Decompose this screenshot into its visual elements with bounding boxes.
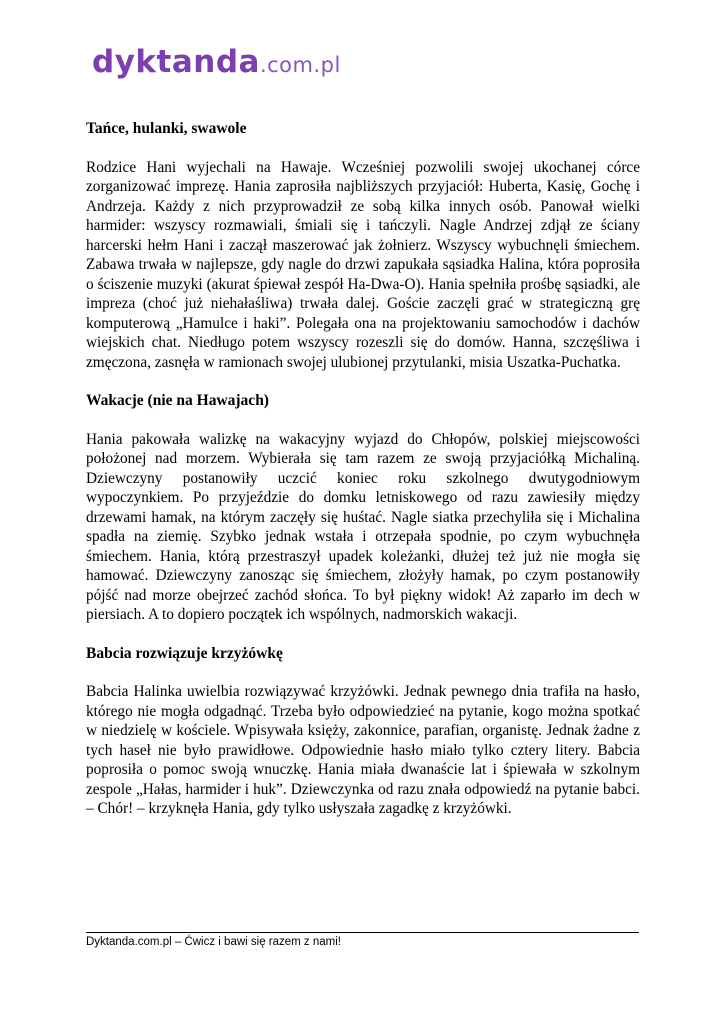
- page-footer: Dyktanda.com.pl – Ćwicz i bawi się razem z nami!: [86, 936, 341, 948]
- section-text-vacation: Hania pakowała walizkę na wakacyjny wyjazd do Chłopów, polskiej miejscowości położonej nad morzem. Wybierała się tam razem ze swoją przyjaciółką Michaliną. Dziewczyny postanowiły uczcić koniec roku szkolnego dwutygodniowym wypoczynkiem. Po przyjeździe do domku letniskowego od razu zawiesiły między drzewami hamak, na którym zaczęły się huśtać. Nagle siatka przechyliła się i Michalina spadła na ziemię. Szybko jednak wstała i otrzepała spodnie, po czym wybuchnęła śmiechem. Hania, którą przestraszył upadek koleżanki, dłużej też już nie mogła się hamować. Dziewczyny zanosząc się śmiechem, złożyły hamak, po czym postanowiły pójść nad morze obejrzeć zachód słońca. To był piękny widok! Aż zaparło im dech w piersiach. A to dopiero początek ich wspólnych, nadmorskich wakacji.: [86, 430, 640, 623]
- logo-brand: dyktanda: [92, 44, 260, 80]
- footer-divider: [86, 932, 639, 933]
- document-body: [86, 119, 640, 838]
- logo-domain: .com.pl: [259, 53, 341, 77]
- section-title-vacation: Wakacje (nie na Hawajach): [86, 392, 269, 409]
- section-title-crossword: Babcia rozwiązuje krzyżówkę: [86, 644, 283, 662]
- site-logo[interactable]: [92, 44, 341, 80]
- section-text-crossword: Babcia Halinka uwielbia rozwiązywać krzyżówki. Jednak pewnego dnia trafiła na hasło, którego nie mogła odgadnąć. Trzeba było odpowiedzieć na pytanie, kogo można spotkać w niedzielę w kościele. Wpisywała księży, zakonnice, parafian, organistę. Jednak żadne z tych haseł nie było prawidłowe. Odpowiednie hasło miało tylko cztery litery. Babcia poprosiła o pomoc swoją wnuczkę. Hania miała dwanaście lat i śpiewała w szkolnym zespole „Hałas, harmider i huk”. Dziewczynka od razu znała odpowiedź na pytanie babci. – Chór! – krzyknęła Hania, gdy tylko usłyszała zagadkę z krzyżówki.: [86, 683, 640, 817]
- section-text-dance: Rodzice Hani wyjechali na Hawaje. Wcześniej pozwolili swojej ukochanej córce zorganizować imprezę. Hania zaprosiła najbliższych przyjaciół: Huberta, Kasię, Gochę i Andrzeja. Każdy z nich przyprowadził ze sobą kilka innych osób. Panował wielki harmider: wszyscy rozmawiali, śmiali się i tańczyli. Nagle Andrzej zdjął ze ściany harcerski hełm Hani i zaczął maszerować jak żołnierz. Wszyscy wybuchnęli śmiechem. Zabawa trwała w najlepsze, gdy nagle do drzwi zapukała sąsiadka Halina, która poprosiła o ściszenie muzyki (akurat śpiewał zespół Ha-Dwa-O). Hania spełniła prośbę sąsiadki, ale impreza (choć już niehałaśliwa) trwała dalej. Goście zaczęli grać w strategiczną grę komputerową „Hamulce i haki”. Polegała ona na projektowaniu samochodów i dachów wiejskich chat. Niedługo potem wszyscy rozeszli się do domów. Hanna, szczęśliwa i zmęczona, zasnęła w ramionach swojej ulubionej przytulanki, misia Uszatka-Puchatka.: [86, 158, 640, 371]
- section-title-dance: Tańce, hulanki, swawole: [86, 120, 247, 137]
